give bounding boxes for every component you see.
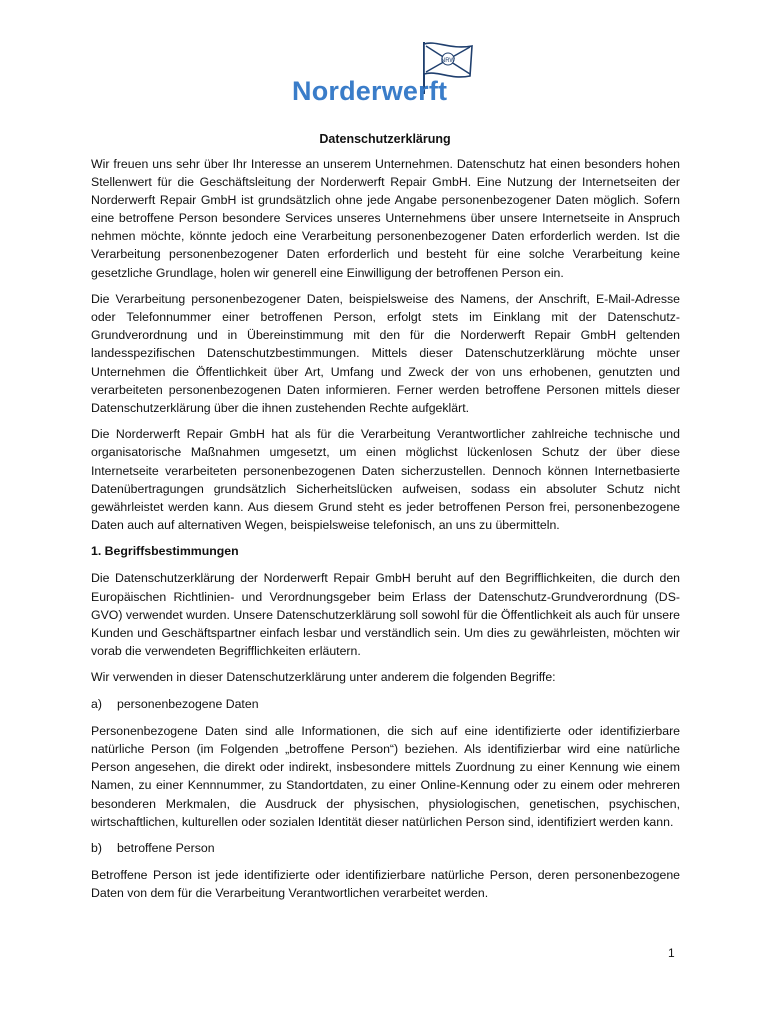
term-item-b (91, 839, 680, 857)
document-body (91, 155, 680, 911)
page-number: 1 (668, 946, 675, 960)
document-title: Datenschutzerklärung (319, 132, 451, 146)
term-label: betroffene Person (117, 841, 215, 856)
norderwerft-logo (288, 38, 484, 108)
intro-paragraph: Wir freuen uns sehr über Ihr Interesse an unserem Unternehmen. Datenschutz hat einen besonders hohen Stellenwert für die Geschäftsleitung der Norderwerft Repair GmbH. Eine Nutzung der Internetseiten der Norderwerft Repair GmbH ist grundsätzlich ohne jede Angabe personenbezogener Daten möglich. Sofern eine betroffene Person besondere Services unseres Unternehmens über unsere Internetseite in Anspruch nehmen möchte, könnte jedoch eine Verarbeitung personenbezogener Daten erforderlich werden. Ist die Verarbeitung personenbezogener Daten erforderlich und besteht für eine solche Verarbeitung keine gesetzliche Grundlage, holen wir generell eine Einwilligung der betroffenen Person ein. (91, 157, 680, 280)
security-paragraph: Die Norderwerft Repair GmbH hat als für die Verarbeitung Verantwortlicher zahlreiche technische und organisatorische Maßnahmen umgesetzt, um einen möglichst lückenlosen Schutz der über diese Internetseite verarbeiteten personenbezogenen Daten sicherzustellen. Dennoch können Internetbasierte Datenübertragungen grundsätzlich Sicherheitslücken aufweisen, sodass ein absoluter Schutz nicht gewährleistet werden kann. Aus diesem Grund steht es jeder betroffenen Person frei, personenbezogene Daten auch auf alternativen Wegen, beispielsweise telefonisch, an uns zu übermitteln. (91, 427, 680, 532)
terms-intro-paragraph: Wir verwenden in dieser Datenschutzerklärung unter anderem die folgenden Begriffe: (91, 670, 556, 685)
definitions-intro-paragraph: Die Datenschutzerklärung der Norderwerft Repair GmbH beruht auf den Begrifflichkeiten, die durch den Europäischen Richtlinien- und Verordnungsgeber beim Erlass der Datenschutz-Grundverordnung (DS-GVO) verwendet wurden. Unsere Datenschutzerklärung soll sowohl für die Öffentlichkeit als auch für unsere Kunden und Geschäftspartner einfach lesbar und verständlich sein. Um dies zu gewährleisten, möchten wir vorab die verwendeten Begrifflichkeiten erläutern. (91, 571, 680, 658)
logo-wordmark: Norderwerft (292, 76, 448, 106)
term-item-a (91, 695, 680, 713)
processing-paragraph: Die Verarbeitung personenbezogener Daten, beispielsweise des Namens, der Anschrift, E-Mail-Adresse oder Telefonnummer einer betroffenen Person, erfolgt stets im Einklang mit der Datenschutz-Grundverordnung und in Übereinstimmung mit den für die Norderwerft Repair GmbH geltenden landesspezifischen Datenschutzbestimmungen. Mittels dieser Datenschutzerklärung möchte unser Unternehmen die Öffentlichkeit über Art, Umfang und Zweck der von uns erhobenen, genutzten und verarbeiteten personenbezogenen Daten informieren. Ferner werden betroffene Personen mittels dieser Datenschutzerklärung über die ihnen zustehenden Rechte aufgeklärt. (91, 292, 680, 415)
list-marker: a) (91, 697, 102, 712)
personal-data-definition: Personenbezogene Daten sind alle Informationen, die sich auf eine identifizierte oder identifizierbare natürliche Person (im Folgenden „betroffene Person“) beziehen. Als identifizierbar wird eine natürliche Person angesehen, die direkt oder indirekt, insbesondere mittels Zuordnung zu einer Kennung wie einem Namen, zu einer Kennnummer, zu Standortdaten, zu einer Online-Kennung oder zu einem oder mehreren besonderen Merkmalen, die Ausdruck der physischen, physiologischen, genetischen, psychischen, wirtschaftlichen, kulturellen oder sozialen Identität dieser natürlichen Person sind, identifiziert werden kann. (91, 724, 680, 829)
list-marker: b) (91, 841, 102, 856)
term-label: personenbezogene Daten (117, 697, 259, 712)
svg-text:NRW: NRW (440, 58, 456, 64)
data-subject-definition: Betroffene Person ist jede identifizierte oder identifizierbare natürliche Person, deren personenbezogene Daten von dem für die Verarbeitung Verantwortlichen verarbeitet werden. (91, 868, 680, 901)
section-heading-definitions: 1. Begriffsbestimmungen (91, 544, 239, 559)
